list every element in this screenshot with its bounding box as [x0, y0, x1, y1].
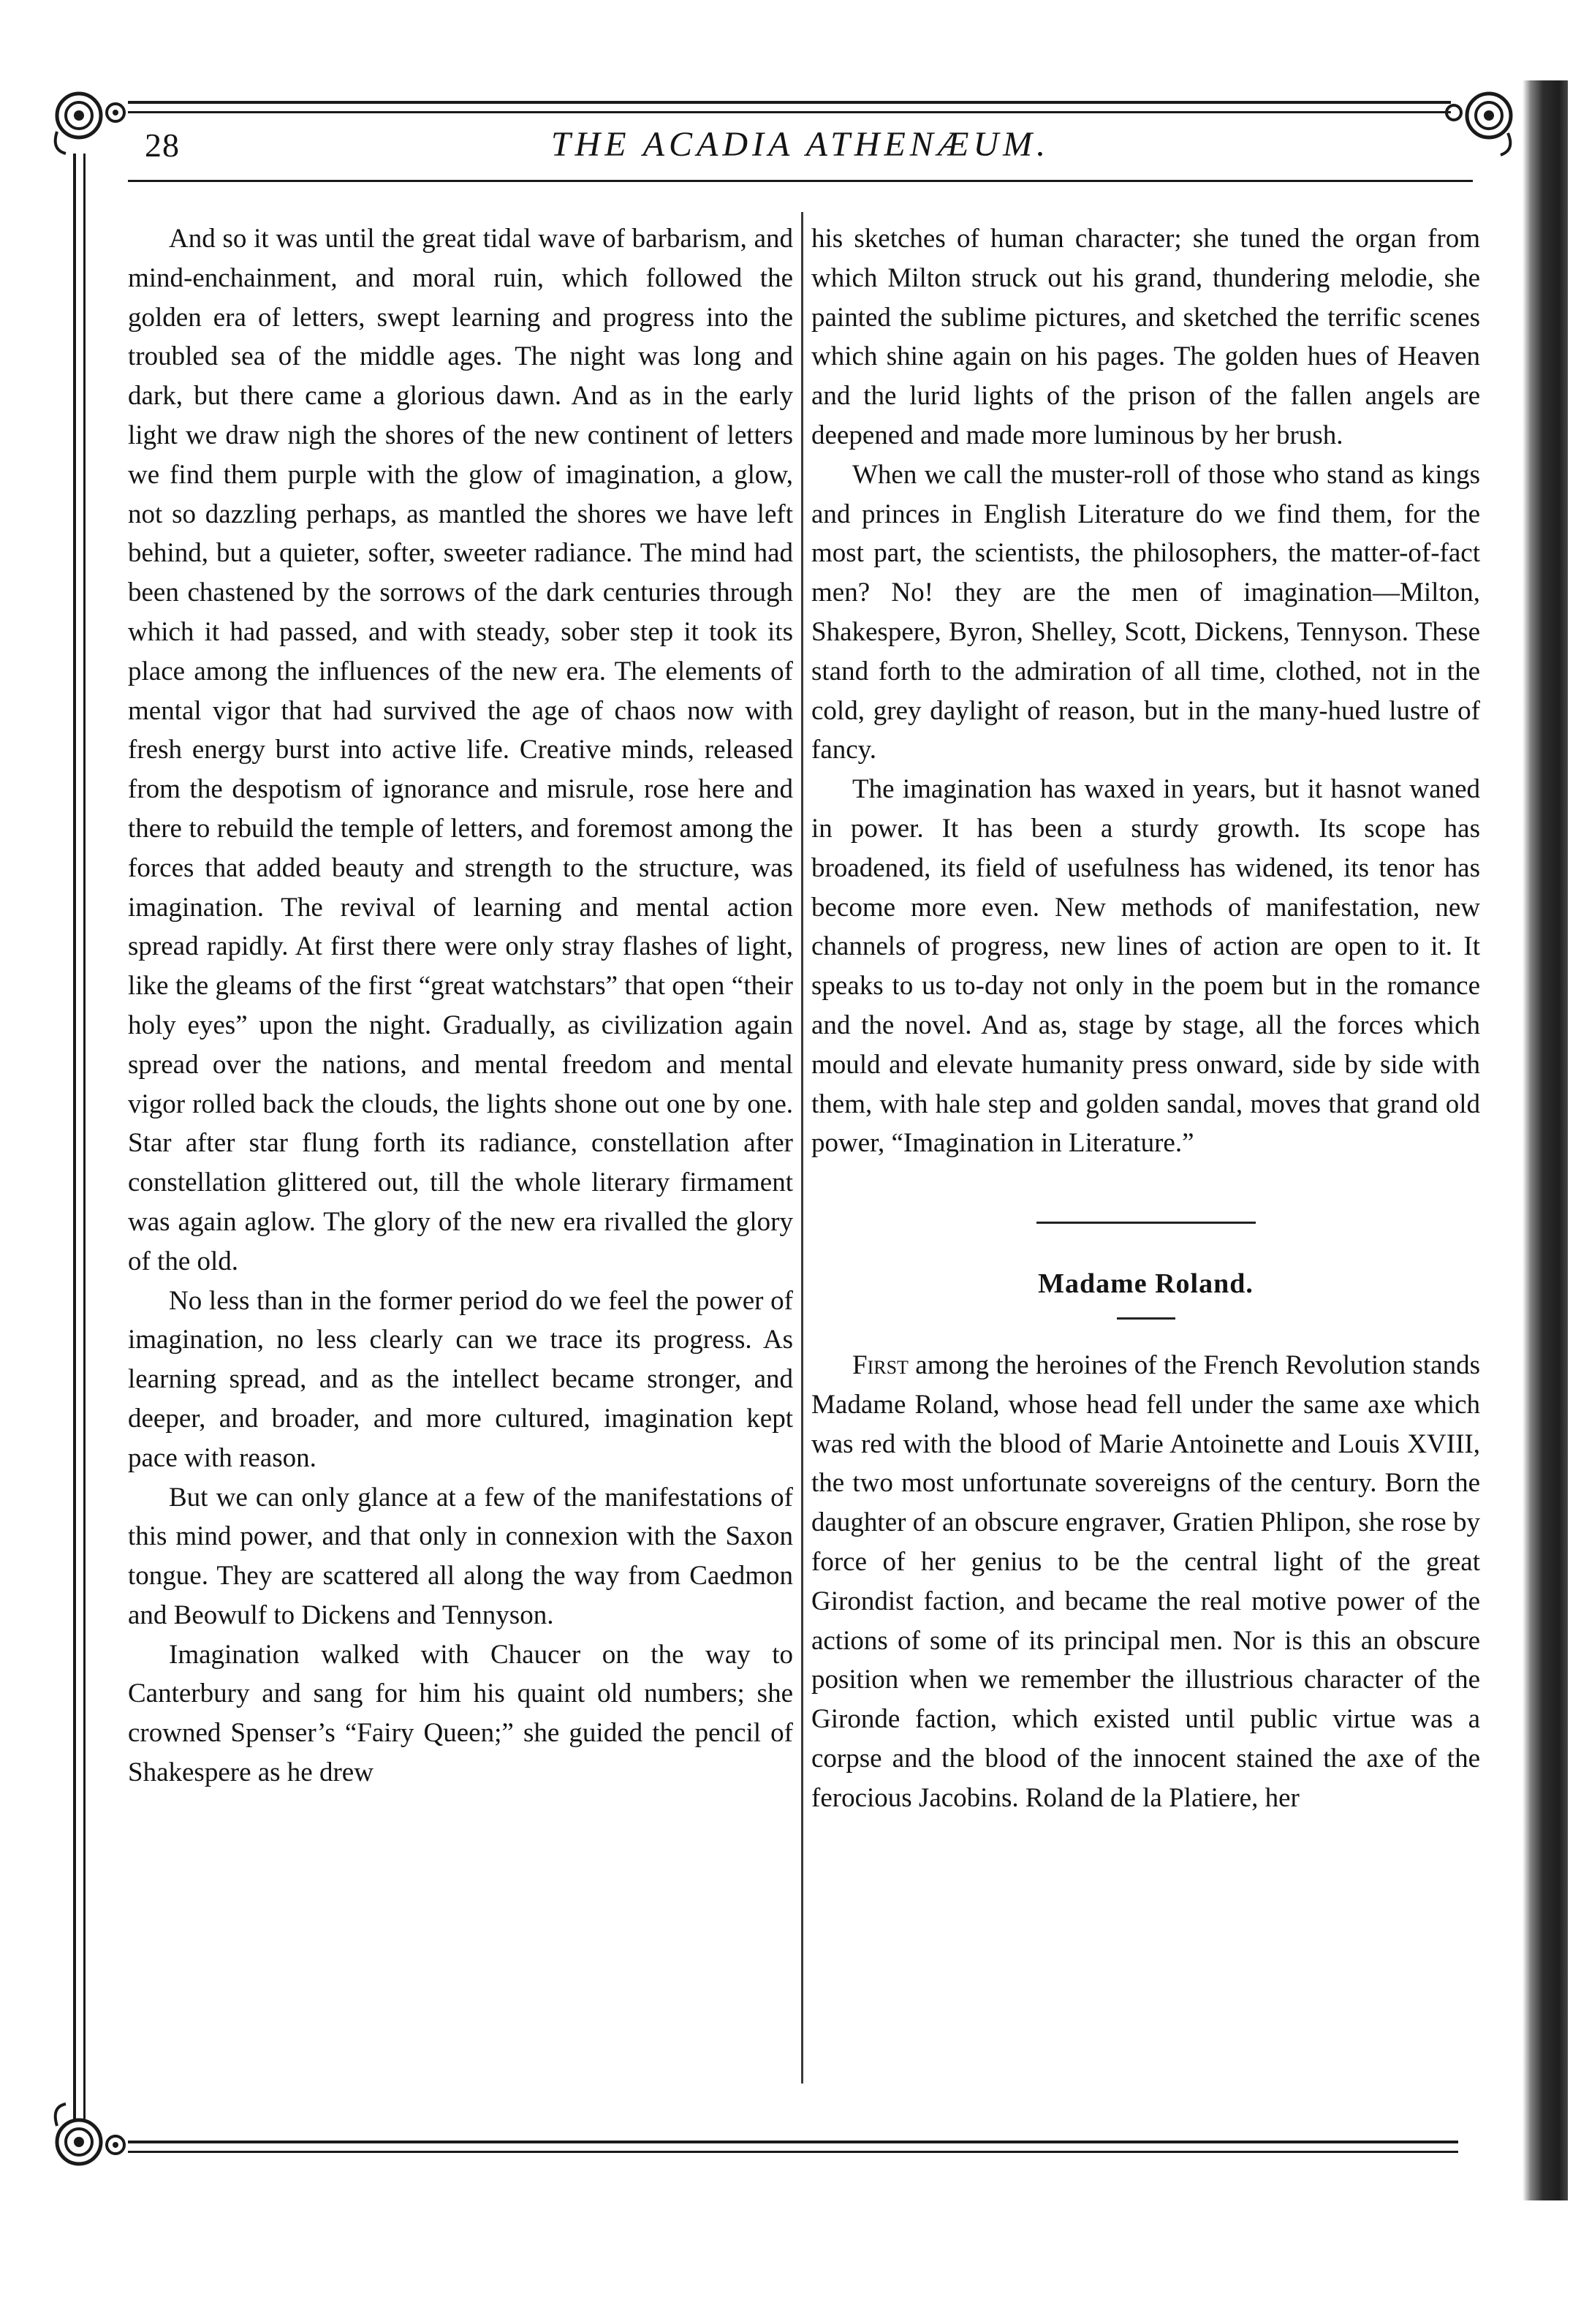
page-header [124, 123, 1476, 174]
page-binding-shadow [1523, 80, 1568, 2200]
border-top-rule-inner [128, 111, 1451, 113]
right-column [811, 219, 1480, 1817]
section-separator-rule [1036, 1222, 1256, 1224]
border-left-rule-inner [83, 154, 86, 2120]
section-paragraph [811, 1346, 1480, 1818]
border-bottom-rule-inner [128, 2151, 1458, 2153]
opening-word: First [852, 1350, 909, 1380]
header-underline [128, 180, 1473, 182]
paragraph: The imagination has waxed in years, but it hasnot waned in power. It has been a sturdy growth. Its scope has broadened, its field of usefulness has widened, its tenor has become more even. New methods of manifestation, new channels of progress, new lines of action are open to it. It speaks to us to-day not only in the poem but in the romance and the novel. And as, stage by stage, all the forces which mould and elevate humanity press onward, side by side with them, with hale step and golden sandal, moves that grand old power, “Imagination in Literature.” [811, 774, 1480, 1159]
paragraph: And so it was until the great tidal wave of barbarism, and mind-enchainment, and moral ruin, which followed the golden era of letters, swept learning and progress into the troubled sea of the middle ages. The night was long and dark, but there came a glorious dawn. And as in the early light we draw nigh the shores of the new continent of letters we find them purple with the glow of imagination, a glow, not so dazzling perhaps, as mantled the shores we have left behind, but a quieter, softer, sweeter radiance. The mind had been chastened by the sorrows of the dark centuries through which it had passed, and with steady, sober step it took its place among the influences of the new era. The elements of mental vigor that had survived the age of chaos now with fresh energy burst into active life. Creative minds, released from the despotism of ignorance and misrule, rose here and there to rebuild the temple of letters, and foremost among the forces that added beauty and strength to the structure, was imagination. The revival of learning and mental action spread rapidly. At first there were only stray flashes of light, like the gleams of the first “great watchstars” that open “their holy eyes” upon the night. Gradually, as civilization again spread over the nations, and mental freedom and mental vigor rolled back the clouds, the lights shone out one by one. Star after star flung forth its radiance, constellation after constellation glittered out, till the whole literary firmament was again aglow. The glory of the new era rivalled the glory of the old. [128, 224, 793, 1276]
column-divider [801, 212, 803, 2083]
corner-ornament-bottom-left [44, 2098, 132, 2179]
paragraph-text: among the heroines of the French Revolution stands Madame Roland, whose head fell under the same axe which was red with the blood of Marie Antoinette and Louis XVIII, the two most unfortunate sovereigns of the century. Born the daughter of an obscure engraver, Gratien Phlipon, she rose by force of her genius to be the central light of the great Girondist faction, and became the real motive power of the actions of some of its principal men. Nor is this an obscure position when we remember the illustrious character of the Gironde faction, which existed until public virtue was a corpse and the blood of the innocent stained the axe of the ferocious Jacobins. Roland de la Platiere, her [811, 1350, 1480, 1813]
title-underline [1117, 1317, 1175, 1320]
paragraph: No less than in the former period do we feel the power of imagination, no less clearly can we trace its progress. As learning spread, and as the intellect became stronger, and deeper, and broader, and more cultured, imagination kept pace with reason. [128, 1285, 793, 1473]
border-left-rule-outer [73, 154, 76, 2120]
corner-ornament-top-left [44, 80, 132, 161]
paragraph: But we can only glance at a few of the manifestations of this mind power, and that only in connexion with the Saxon tongue. They are scattered all along the way from Caedmon and Beowulf to Dickens and Tennyson. [128, 1482, 793, 1630]
section-title: Madame Roland. [1038, 1268, 1254, 1300]
paragraph: When we call the muster-roll of those who stand as kings and princes in English Literature do we find them, for the most part, the scientists, the philosophers, the matter-of-fact men? No! they are the men of imagination—Milton, Shakespere, Byron, Shelley, Scott, Dickens, Tennyson. These stand forth to the admiration of all time, clothed, not in the cold, grey daylight of reason, but in the many-hued lustre of fancy. [811, 459, 1480, 765]
border-bottom-rule-outer [128, 2141, 1458, 2143]
left-column [128, 219, 793, 1793]
border-top-rule-outer [128, 101, 1451, 104]
page-number: 28 [145, 126, 180, 164]
paragraph: his sketches of human character; she tuned the organ from which Milton struck out his grand, thundering melodie, she painted the sublime pictures, and sketched the terrific scenes which shine again on his pages. The golden hues of Heaven and the lurid lights of the prison of the fallen angels are deepened and made more luminous by her brush. [811, 224, 1480, 450]
running-title: THE ACADIA ATHENÆUM. [550, 125, 1050, 164]
paragraph: Imagination walked with Chaucer on the way to Canterbury and sang for him his quaint old numbers; she crowned Spenser’s “Fairy Queen;” she guided the pencil of Shakespere as he drew [128, 1639, 793, 1788]
